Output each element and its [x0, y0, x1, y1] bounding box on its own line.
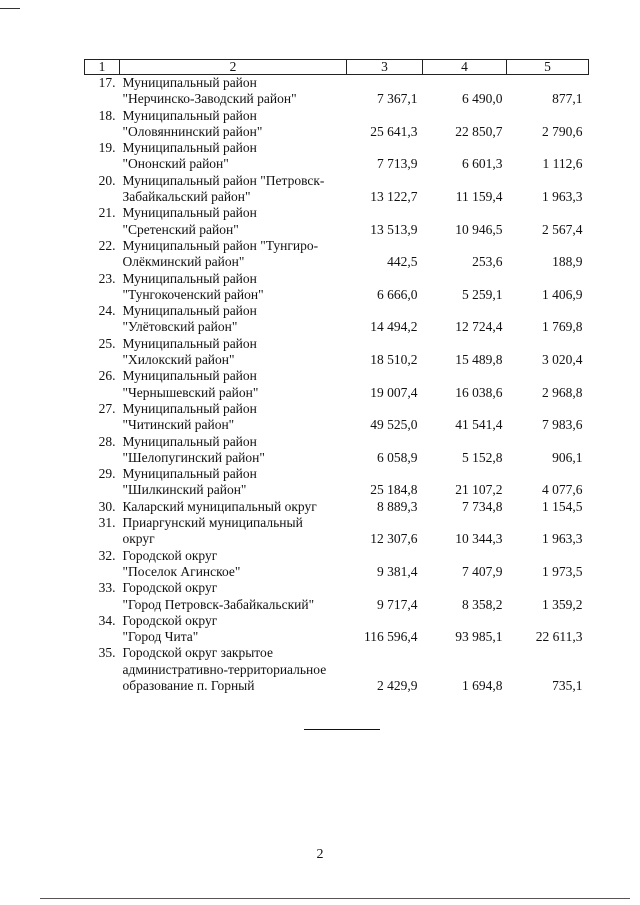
closing-separator [304, 729, 380, 730]
header-col-2: 2 [120, 60, 347, 75]
row-value-col5: 1 963,3 [542, 189, 583, 205]
row-value-col5: 735,1 [552, 677, 583, 693]
row-value-col5: 22 611,3 [535, 629, 583, 645]
row-value-col5: 7 983,6 [542, 417, 583, 433]
row-number: 25. [98, 335, 116, 351]
bottom-rule [40, 898, 630, 899]
row-name: Приаргунский муниципальный округ [122, 515, 303, 547]
page-number: 2 [316, 847, 324, 862]
row-value-col4: 253,6 [472, 254, 503, 270]
row-name: Муниципальный район "Ононский район" [122, 140, 257, 172]
row-value-col3: 7 367,1 [377, 91, 418, 107]
row-name: Городской округ "Город Петровск-Забайкальский" [122, 580, 315, 612]
row-value-col3: 442,5 [387, 254, 418, 270]
row-number: 18. [98, 107, 116, 123]
row-number: 32. [98, 547, 116, 563]
corner-mark [0, 8, 20, 9]
row-value-col5: 2 968,8 [542, 384, 583, 400]
row-value-col3: 9 381,4 [377, 563, 418, 579]
row-value-col4: 41 541,4 [455, 417, 503, 433]
row-value-col5: 1 973,5 [542, 563, 583, 579]
row-value-col3: 6 666,0 [377, 286, 418, 302]
row-name: Муниципальный район "Улётовский район" [122, 303, 257, 335]
row-number: 26. [98, 368, 116, 384]
row-name: Каларский муниципальный округ [122, 498, 317, 514]
row-number: 23. [98, 270, 116, 286]
table-row [85, 548, 589, 581]
row-name: Муниципальный район "Нерчинско-Заводский район" [122, 75, 297, 107]
header-col-4: 4 [423, 60, 507, 75]
table-row [85, 368, 589, 401]
row-number: 30. [98, 498, 116, 514]
row-number: 20. [98, 172, 116, 188]
row-name: Муниципальный район "Хилокский район" [122, 335, 257, 368]
row-name: Муниципальный район "Шилкинский район" [122, 466, 257, 498]
row-name: Муниципальный район "Шелопугинский район" [122, 433, 265, 465]
header-col-5: 5 [507, 60, 589, 75]
row-value-col3: 14 494,2 [370, 319, 418, 335]
header-col-3: 3 [347, 60, 423, 75]
row-name: Городской округ "Город Чита" [122, 612, 218, 645]
table-row [85, 271, 589, 304]
row-value-col5: 877,1 [552, 91, 583, 107]
row-name: Муниципальный район "Петровск- Забайкальский район" [122, 172, 325, 205]
row-value-col4: 7 407,9 [462, 563, 503, 579]
row-value-col3: 18 510,2 [370, 352, 418, 368]
row-value-col4: 15 489,8 [455, 352, 503, 368]
table-row [85, 466, 589, 499]
row-value-col4: 16 038,6 [455, 384, 503, 400]
row-value-col3: 12 307,6 [370, 531, 418, 547]
row-value-col4: 7 734,8 [462, 498, 503, 514]
row-number: 21. [98, 205, 116, 221]
row-value-col3: 49 525,0 [370, 417, 418, 433]
row-number: 31. [98, 515, 116, 531]
row-value-col3: 6 058,9 [377, 449, 418, 465]
row-name: Муниципальный район "Оловяннинский район" [122, 107, 263, 139]
row-value-col4: 10 946,5 [455, 221, 503, 237]
row-name: Муниципальный район "Чернышевский район" [122, 368, 259, 400]
row-value-col4: 21 107,2 [455, 482, 503, 498]
table-row [85, 434, 589, 467]
row-name: Городской округ "Поселок Агинское" [122, 547, 241, 579]
row-value-col4: 11 159,4 [455, 189, 503, 205]
row-number: 35. [98, 645, 116, 661]
row-value-col5: 1 359,2 [542, 596, 583, 612]
header-col-1: 1 [85, 60, 120, 75]
row-value-col4: 93 985,1 [455, 629, 503, 645]
table-row [85, 401, 589, 434]
row-value-col5: 906,1 [552, 449, 583, 465]
budget-table [84, 59, 589, 694]
row-value-col3: 9 717,4 [377, 596, 418, 612]
row-value-col5: 1 112,6 [542, 156, 583, 172]
table-row [85, 173, 589, 206]
row-value-col5: 1 406,9 [542, 286, 583, 302]
row-value-col5: 1 154,5 [542, 498, 583, 514]
row-value-col4: 1 694,8 [462, 677, 503, 693]
row-value-col4: 6 490,0 [462, 91, 503, 107]
row-value-col4: 6 601,3 [462, 156, 503, 172]
row-value-col4: 22 850,7 [455, 123, 503, 139]
row-value-col3: 2 429,9 [377, 677, 418, 693]
table-row [85, 303, 589, 336]
row-value-col3: 8 889,3 [377, 498, 418, 514]
table-row [85, 108, 589, 141]
table-row [85, 238, 589, 271]
row-value-col3: 25 184,8 [370, 482, 418, 498]
row-name: Муниципальный район "Сретенский район" [122, 205, 257, 237]
row-name: Муниципальный район "Тунгиро- Олёкминский район" [122, 237, 319, 270]
table-row [85, 205, 589, 238]
table-row [85, 613, 589, 646]
table-row [85, 75, 589, 108]
row-value-col4: 12 724,4 [455, 319, 503, 335]
row-value-col5: 1 769,8 [542, 319, 583, 335]
table-row [85, 499, 589, 515]
table-row [85, 336, 589, 369]
row-value-col3: 7 713,9 [377, 156, 418, 172]
row-value-col3: 13 513,9 [370, 221, 418, 237]
table-row [85, 515, 589, 548]
row-number: 22. [98, 237, 116, 253]
row-value-col4: 5 259,1 [462, 286, 503, 302]
row-value-col5: 2 567,4 [542, 221, 583, 237]
table-row [85, 140, 589, 173]
row-value-col3: 13 122,7 [370, 189, 418, 205]
row-number: 29. [98, 466, 116, 482]
row-number: 17. [98, 75, 116, 90]
row-name: Городской округ закрытое административно-территориальное образование п. Горный [122, 645, 327, 693]
row-value-col4: 5 152,8 [462, 449, 503, 465]
row-number: 28. [98, 433, 116, 449]
table-row [85, 645, 589, 694]
row-value-col3: 25 641,3 [370, 123, 418, 139]
table-body [85, 75, 589, 695]
row-value-col3: 19 007,4 [370, 384, 418, 400]
row-number: 19. [98, 140, 116, 156]
row-name: Муниципальный район "Тунгокоченский район" [122, 270, 264, 302]
row-value-col5: 2 790,6 [542, 123, 583, 139]
row-value-col3: 116 596,4 [364, 629, 418, 645]
table-row [85, 580, 589, 613]
row-value-col5: 188,9 [552, 254, 583, 270]
row-name: Муниципальный район "Читинский район" [122, 400, 257, 433]
table-header [85, 60, 589, 75]
row-number: 33. [98, 580, 116, 596]
row-value-col4: 8 358,2 [462, 596, 503, 612]
row-number: 34. [98, 612, 116, 628]
row-value-col5: 1 963,3 [542, 531, 583, 547]
row-value-col5: 4 077,6 [542, 482, 583, 498]
row-number: 24. [98, 303, 116, 319]
row-value-col5: 3 020,4 [542, 352, 583, 368]
row-value-col4: 10 344,3 [455, 531, 503, 547]
row-number: 27. [98, 400, 116, 416]
